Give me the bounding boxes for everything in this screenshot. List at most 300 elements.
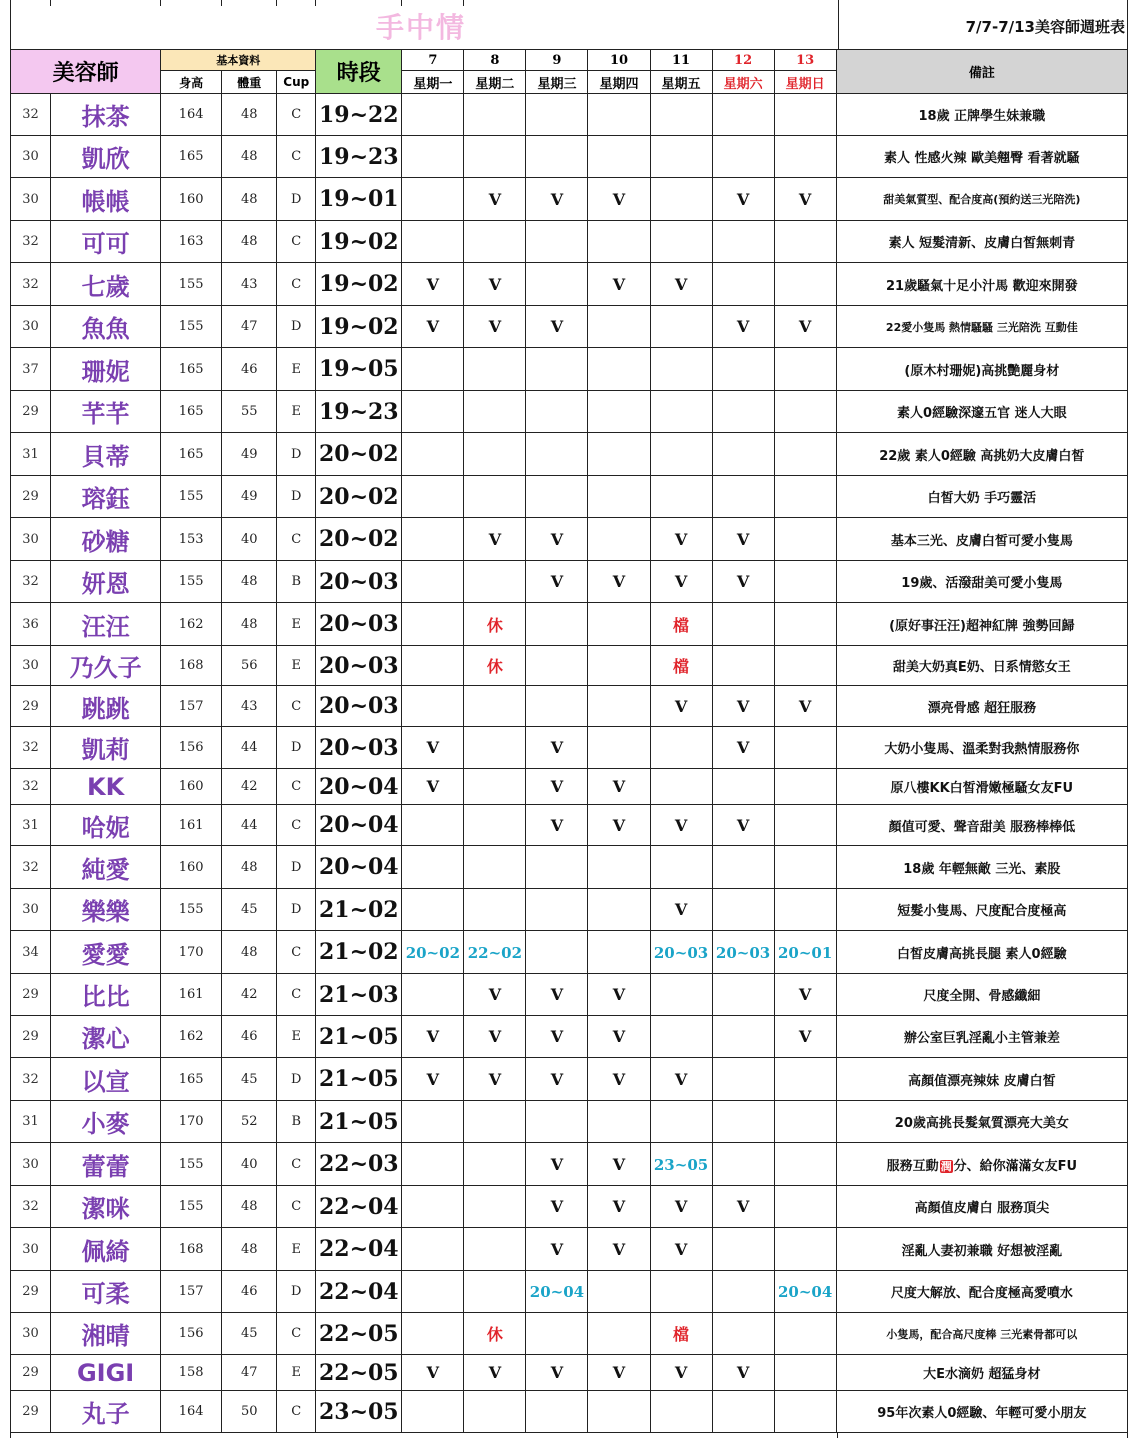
day-cell: [526, 686, 588, 727]
note-cell: [836, 391, 1127, 433]
day-cell: [774, 391, 836, 433]
day-cell: [464, 94, 526, 136]
day-cell: [464, 518, 526, 561]
day-mark: V: [736, 815, 750, 835]
day-cell: [588, 561, 650, 603]
therapist-name: 砂糖: [51, 518, 161, 561]
table-row: [11, 306, 1128, 348]
header-note: 備註: [836, 50, 1127, 94]
day-cell: [464, 306, 526, 348]
cup-value: B: [277, 1101, 316, 1143]
table-row: [11, 476, 1128, 518]
day-mark: V: [550, 1363, 564, 1382]
day-mark: V: [612, 189, 626, 209]
note-cell: [836, 686, 1127, 727]
day-mark: V: [674, 1363, 688, 1382]
therapist-name: 乃久子: [51, 646, 161, 686]
day-cell: [712, 306, 774, 348]
note-text: 尺度全開、骨感纖細: [923, 989, 1041, 1004]
day-mark: V: [612, 274, 626, 294]
height-value: 155: [161, 476, 222, 518]
height-value: 165: [161, 1058, 222, 1101]
note-cell: [836, 1058, 1127, 1101]
height-value: 155: [161, 263, 222, 306]
weight-value: 43: [222, 686, 277, 727]
height-value: 165: [161, 136, 222, 178]
day-mark: V: [612, 572, 626, 591]
day-cell: [588, 391, 650, 433]
note-text: 尺度大解放、配合度極高愛噴水: [890, 1286, 1073, 1301]
row-index: 32: [11, 263, 51, 306]
height-value: 162: [161, 603, 222, 646]
note-badge: 潤: [940, 1159, 952, 1173]
therapist-name: 瑢鈺: [51, 476, 161, 518]
note-text: 甜美氣質型、配合度高(預約送三光陪洗): [883, 193, 1081, 206]
note-text-pre: 服務互動: [886, 1158, 939, 1174]
day-cell: [712, 1355, 774, 1391]
cup-value: C: [277, 263, 316, 306]
day-cell: [402, 433, 464, 476]
day-mark: 20~04: [529, 1283, 585, 1301]
day-cell: [774, 178, 836, 221]
day-cell: [712, 727, 774, 769]
cup-value: C: [277, 221, 316, 263]
day-mark: V: [550, 1069, 564, 1089]
shift-time: 21~02: [316, 931, 402, 974]
day-mark: 休: [486, 657, 503, 676]
day-cell: [650, 1143, 712, 1186]
note-cell: [836, 769, 1127, 805]
day-mark: V: [550, 1154, 564, 1174]
day-cell: [588, 646, 650, 686]
table-row: [11, 1391, 1128, 1433]
therapist-name: 愛愛: [51, 931, 161, 974]
day-cell: [650, 1271, 712, 1313]
day-mark: 檔: [673, 657, 690, 676]
day-cell: [588, 1271, 650, 1313]
table-row: [11, 136, 1128, 178]
note-text: 18歲 年輕無敵 三光、素股: [903, 861, 1061, 877]
weight-value: 48: [222, 136, 277, 178]
therapist-name: 純愛: [51, 846, 161, 889]
note-cell: [836, 1391, 1127, 1433]
day-cell: [526, 1058, 588, 1101]
note-cell: [836, 178, 1127, 221]
day-cell: [464, 889, 526, 931]
day-cell: [712, 433, 774, 476]
note-text: 18歲 正牌學生妹兼職: [918, 109, 1046, 124]
row-index: 32: [11, 1058, 51, 1101]
table-row: [11, 94, 1128, 136]
day-cell: [464, 433, 526, 476]
cup-value: D: [277, 1271, 316, 1313]
day-cell: [464, 1228, 526, 1271]
therapist-name: 小麥: [51, 1101, 161, 1143]
header-date: 10: [588, 50, 650, 71]
table-row: [11, 974, 1128, 1016]
day-cell: [464, 1101, 526, 1143]
therapist-name: 可可: [51, 221, 161, 263]
note-cell: [836, 433, 1127, 476]
day-cell: [526, 727, 588, 769]
row-index: 30: [11, 518, 51, 561]
day-mark: 23~05: [653, 1155, 709, 1174]
day-cell: [402, 221, 464, 263]
day-cell: [774, 476, 836, 518]
row-index: 32: [11, 1186, 51, 1228]
row-index: 37: [11, 348, 51, 391]
day-cell: [650, 646, 712, 686]
cup-value: B: [277, 561, 316, 603]
day-mark: V: [612, 985, 626, 1004]
day-cell: [402, 1058, 464, 1101]
height-value: 165: [161, 433, 222, 476]
cup-value: D: [277, 476, 316, 518]
weight-value: 45: [222, 1313, 277, 1355]
weight-value: 52: [222, 1101, 277, 1143]
day-cell: [402, 1186, 464, 1228]
schedule-table: [10, 49, 1128, 1433]
row-index: 29: [11, 1355, 51, 1391]
shift-time: 22~05: [316, 1355, 402, 1391]
note-cell: [836, 931, 1127, 974]
day-mark: V: [798, 696, 812, 716]
day-cell: [402, 263, 464, 306]
weight-value: 48: [222, 603, 277, 646]
day-cell: [526, 263, 588, 306]
day-cell: [402, 686, 464, 727]
day-cell: [774, 1101, 836, 1143]
shift-time: 22~04: [316, 1186, 402, 1228]
row-index: 32: [11, 769, 51, 805]
day-cell: [402, 846, 464, 889]
day-cell: [464, 769, 526, 805]
cup-value: E: [277, 603, 316, 646]
table-row: [11, 1271, 1128, 1313]
day-cell: [712, 476, 774, 518]
day-cell: [464, 263, 526, 306]
day-cell: [774, 1016, 836, 1058]
day-mark: V: [612, 1239, 626, 1259]
shift-time: 19~02: [316, 306, 402, 348]
day-cell: [402, 1271, 464, 1313]
day-cell: [526, 769, 588, 805]
therapist-name: 跳跳: [51, 686, 161, 727]
note-cell: [836, 727, 1127, 769]
day-mark: V: [612, 777, 626, 796]
day-cell: [774, 306, 836, 348]
weight-value: 48: [222, 561, 277, 603]
header-weekday: 星期日: [774, 71, 836, 94]
day-cell: [526, 889, 588, 931]
day-mark: V: [612, 815, 626, 835]
cup-value: D: [277, 306, 316, 348]
day-cell: [712, 1271, 774, 1313]
day-cell: [588, 1143, 650, 1186]
row-index: 29: [11, 476, 51, 518]
day-cell: [712, 94, 774, 136]
header-weekday: 星期一: [402, 71, 464, 94]
day-cell: [588, 348, 650, 391]
day-cell: [774, 136, 836, 178]
day-mark: 22~02: [467, 943, 523, 962]
day-cell: [650, 805, 712, 846]
cup-value: C: [277, 769, 316, 805]
day-cell: [650, 518, 712, 561]
day-mark: V: [426, 1027, 440, 1046]
row-index: 30: [11, 1228, 51, 1271]
note-text: (原木村珊妮)高挑艷麗身材: [904, 363, 1060, 379]
weight-value: 49: [222, 433, 277, 476]
day-mark: V: [736, 529, 750, 549]
weight-value: 48: [222, 1186, 277, 1228]
row-index: 32: [11, 94, 51, 136]
day-mark: V: [612, 1154, 626, 1174]
cup-value: D: [277, 889, 316, 931]
day-cell: [464, 221, 526, 263]
row-index: 30: [11, 646, 51, 686]
therapist-name: 蕾蕾: [51, 1143, 161, 1186]
day-mark: V: [426, 274, 440, 294]
cup-value: D: [277, 846, 316, 889]
shift-time: 20~03: [316, 727, 402, 769]
weight-value: 48: [222, 846, 277, 889]
day-cell: [774, 518, 836, 561]
header-shiduan: 時段: [316, 50, 402, 94]
day-cell: [650, 727, 712, 769]
day-cell: [588, 518, 650, 561]
day-cell: [588, 221, 650, 263]
row-index: 31: [11, 805, 51, 846]
day-cell: [712, 889, 774, 931]
shift-time: 19~23: [316, 391, 402, 433]
row-index: 34: [11, 931, 51, 974]
note-text: 基本三光、皮膚白皙可愛小隻馬: [890, 533, 1073, 549]
table-row: [11, 1355, 1128, 1391]
day-mark: 20~04: [777, 1283, 833, 1301]
row-index: 30: [11, 306, 51, 348]
weight-value: 44: [222, 805, 277, 846]
day-mark: V: [612, 1197, 626, 1216]
day-cell: [774, 686, 836, 727]
height-value: 158: [161, 1355, 222, 1391]
day-cell: [526, 1186, 588, 1228]
table-row: [11, 1313, 1128, 1355]
day-mark: 休: [486, 615, 503, 635]
note-text: 20歲高挑長髮氣質漂亮大美女: [894, 1116, 1069, 1131]
therapist-name: 哈妮: [51, 805, 161, 846]
day-cell: [712, 221, 774, 263]
schedule-rows: [11, 94, 1128, 1433]
therapist-name: 七歲: [51, 263, 161, 306]
day-mark: V: [612, 1363, 626, 1382]
note-cell: [836, 1101, 1127, 1143]
day-mark: V: [674, 274, 688, 294]
day-cell: [712, 518, 774, 561]
day-cell: [650, 306, 712, 348]
day-cell: [650, 476, 712, 518]
note-text: 素人 性感火辣 歐美翹臀 看著就騷: [884, 151, 1080, 166]
day-cell: [402, 1228, 464, 1271]
cup-value: C: [277, 805, 316, 846]
day-cell: [650, 433, 712, 476]
therapist-name: 帳帳: [51, 178, 161, 221]
day-cell: [526, 931, 588, 974]
table-row: [11, 603, 1128, 646]
day-cell: [402, 1355, 464, 1391]
table-row: [11, 518, 1128, 561]
day-cell: [712, 1143, 774, 1186]
day-cell: [402, 561, 464, 603]
day-mark: V: [488, 189, 502, 209]
height-value: 170: [161, 931, 222, 974]
day-cell: [464, 686, 526, 727]
day-cell: [712, 1186, 774, 1228]
note-cell: [836, 1016, 1127, 1058]
table-row: [11, 561, 1128, 603]
note-text: 淫亂人妻初兼職 好想被淫亂: [901, 1243, 1063, 1259]
day-mark: V: [798, 189, 812, 209]
note-cell: [836, 136, 1127, 178]
weight-value: 46: [222, 1016, 277, 1058]
table-row: [11, 1143, 1128, 1186]
day-mark: V: [674, 529, 688, 549]
therapist-name: 魚魚: [51, 306, 161, 348]
day-mark: V: [674, 572, 688, 591]
day-cell: [588, 433, 650, 476]
shift-time: 21~03: [316, 974, 402, 1016]
day-cell: [526, 974, 588, 1016]
day-mark: V: [736, 572, 750, 591]
day-mark: V: [550, 777, 564, 796]
note-text: 素人0經驗深邃五官 迷人大眼: [897, 406, 1067, 421]
table-row: [11, 805, 1128, 846]
note-cell: [836, 1186, 1127, 1228]
day-mark: V: [550, 1027, 564, 1046]
day-cell: [588, 1016, 650, 1058]
day-cell: [650, 263, 712, 306]
cup-value: C: [277, 518, 316, 561]
note-cell: [836, 1355, 1127, 1391]
table-row: [11, 846, 1128, 889]
day-cell: [588, 136, 650, 178]
weight-value: 42: [222, 974, 277, 1016]
day-cell: [774, 727, 836, 769]
table-row: [11, 646, 1128, 686]
weight-value: 48: [222, 178, 277, 221]
header-date: 9: [526, 50, 588, 71]
day-cell: [588, 889, 650, 931]
day-mark: V: [550, 317, 564, 336]
table-row: [11, 433, 1128, 476]
week-title: 7/7-7/13美容師週班表: [838, 0, 1129, 50]
day-cell: [650, 561, 712, 603]
shift-time: 20~03: [316, 561, 402, 603]
day-cell: [526, 391, 588, 433]
note-text: 分、給你滿滿女友FU: [953, 1158, 1078, 1174]
day-cell: [712, 931, 774, 974]
therapist-name: 芊芊: [51, 391, 161, 433]
day-cell: [588, 178, 650, 221]
day-cell: [402, 348, 464, 391]
day-cell: [464, 931, 526, 974]
weight-value: 56: [222, 646, 277, 686]
day-mark: V: [550, 738, 564, 757]
day-cell: [650, 136, 712, 178]
day-cell: [650, 889, 712, 931]
note-cell: [836, 306, 1127, 348]
day-cell: [402, 805, 464, 846]
height-value: 157: [161, 686, 222, 727]
day-cell: [774, 1058, 836, 1101]
day-cell: [650, 603, 712, 646]
note-cell: [836, 1143, 1127, 1186]
day-mark: V: [736, 738, 750, 757]
row-index: 32: [11, 846, 51, 889]
day-cell: [588, 974, 650, 1016]
day-mark: V: [426, 777, 440, 796]
note-cell: [836, 846, 1127, 889]
day-cell: [712, 391, 774, 433]
day-cell: [650, 348, 712, 391]
day-cell: [526, 1016, 588, 1058]
day-cell: [526, 136, 588, 178]
cup-value: C: [277, 931, 316, 974]
day-cell: [774, 646, 836, 686]
day-cell: [712, 1058, 774, 1101]
day-cell: [588, 686, 650, 727]
day-cell: [650, 1313, 712, 1355]
therapist-name: 丸子: [51, 1391, 161, 1433]
shift-time: 21~02: [316, 889, 402, 931]
day-cell: [774, 1271, 836, 1313]
header-date: 11: [650, 50, 712, 71]
day-cell: [650, 1186, 712, 1228]
therapist-name: 妍恩: [51, 561, 161, 603]
day-mark: V: [674, 900, 688, 919]
day-cell: [650, 686, 712, 727]
note-text: 高顏值皮膚白 服務頂尖: [914, 1201, 1050, 1216]
weight-value: 40: [222, 518, 277, 561]
shift-time: 21~05: [316, 1058, 402, 1101]
therapist-name: 抹茶: [51, 94, 161, 136]
header-date: 12: [712, 50, 774, 71]
day-cell: [774, 1313, 836, 1355]
height-value: 155: [161, 306, 222, 348]
shift-time: 19~02: [316, 221, 402, 263]
weight-value: 46: [222, 348, 277, 391]
header-meirong: 美容師: [11, 50, 161, 94]
table-row: [11, 1186, 1128, 1228]
height-value: 170: [161, 1101, 222, 1143]
row-index: 31: [11, 433, 51, 476]
therapist-name: 凱莉: [51, 727, 161, 769]
day-mark: V: [488, 1027, 502, 1046]
weight-value: 50: [222, 1391, 277, 1433]
shift-time: 20~04: [316, 805, 402, 846]
weight-value: 46: [222, 1271, 277, 1313]
note-cell: [836, 518, 1127, 561]
day-mark: V: [736, 1197, 750, 1216]
day-mark: V: [736, 189, 750, 209]
weight-value: 40: [222, 1143, 277, 1186]
therapist-name: GIGI: [51, 1355, 161, 1391]
day-cell: [402, 769, 464, 805]
day-mark: V: [488, 274, 502, 294]
day-mark: V: [488, 317, 502, 336]
cup-value: D: [277, 727, 316, 769]
day-cell: [774, 1391, 836, 1433]
